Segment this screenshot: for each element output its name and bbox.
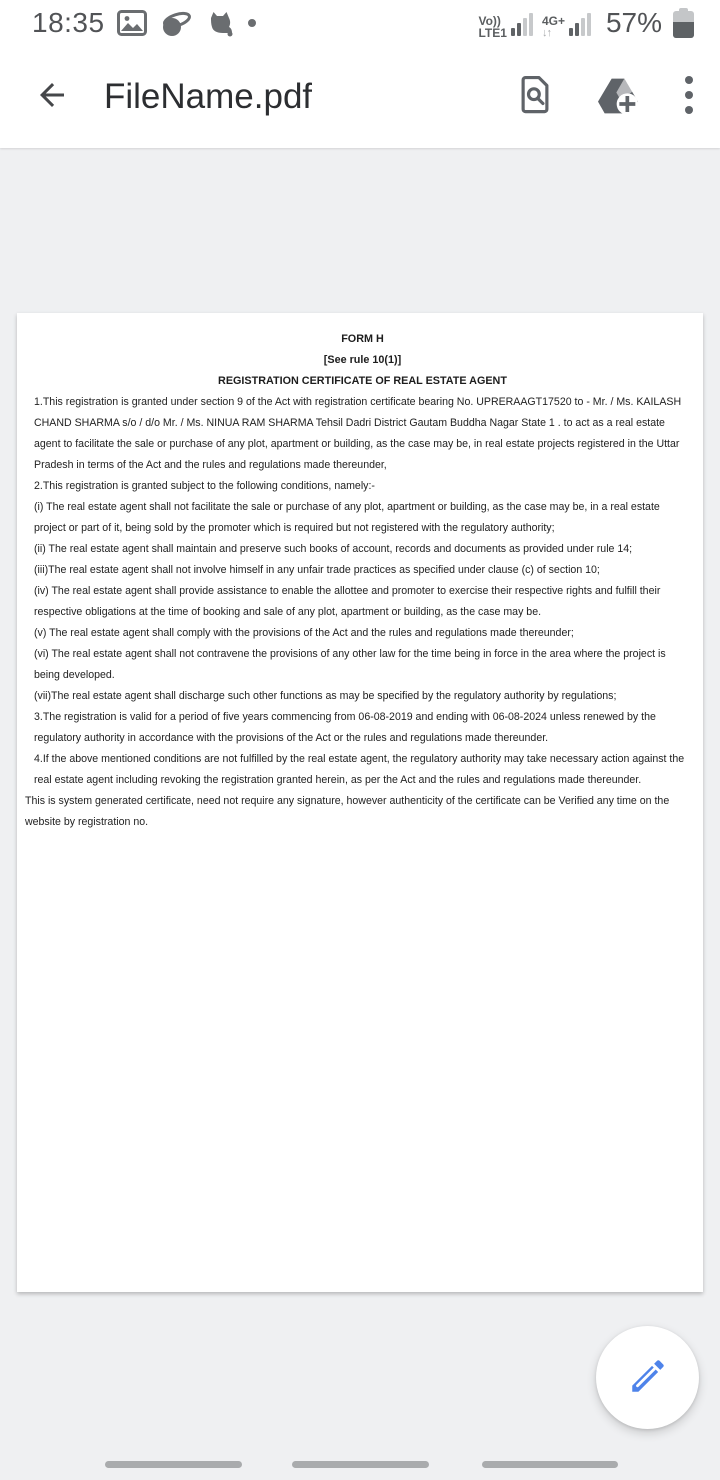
4g-label: 4G+ xyxy=(541,13,565,28)
form-heading: FORM H xyxy=(341,333,384,345)
find-in-document-button[interactable] xyxy=(516,74,554,119)
signal-bars-sim1-icon xyxy=(511,13,533,36)
find-in-document-icon xyxy=(516,74,554,119)
back-button[interactable] xyxy=(30,75,74,119)
document-paragraph: (i) The real estate agent shall not facilitate the sale or purchase of any plot, apartment or building, as the case may be, in a real estate project or part of it, being sold by the promoter which is required but not registered with the regulatory authority; xyxy=(34,501,660,534)
status-bar xyxy=(0,0,720,45)
document-paragraph: (v) The real estate agent shall comply with the provisions of the Act and the rules and regulations made thereunder; xyxy=(34,627,574,639)
document-paragraph: 1.This registration is granted under section 9 of the Act with registration certificate bearing No. UPRERAAGT17520 to - Mr. / Ms. KAILASH CHAND SHARMA s/o / d/o Mr. / Ms. NINUA RAM SHARMA Tehsil Dadri District Gautam Buddha Nagar State 1 . to act as a real estate agent to facilitate the sale or purchase of any plot, apartment or building, as the case may be, in real estate projects registered in the Uttar Pradesh in terms of the Act and the rules and regulations made thereunder, xyxy=(34,396,682,471)
pdf-viewer-canvas[interactable] xyxy=(0,148,720,1480)
document-paragraph: (iv) The real estate agent shall provide assistance to enable the allottee and promoter to exercise their respective rights and fulfill their respective obligations at the time of booking and sale of any plot, apartment or building, as the case may be. xyxy=(34,585,661,618)
gesture-bar-home[interactable] xyxy=(292,1461,429,1468)
header xyxy=(0,0,720,148)
app-notification-icon xyxy=(159,8,193,38)
document-paragraph: (iii)The real estate agent shall not involve himself in any unfair trade practices as specified under clause (c) of section 10; xyxy=(34,564,600,576)
status-bar-left xyxy=(32,7,257,39)
document-title: FileName.pdf xyxy=(104,76,313,116)
clock: 18:35 xyxy=(32,6,105,38)
gallery-notification-icon xyxy=(117,10,147,36)
battery-percent: 57% xyxy=(605,6,662,38)
document-paragraph: 2.This registration is granted subject to the following conditions, namely:- xyxy=(34,480,375,492)
network-volte xyxy=(478,13,532,39)
volte-label: Vo)) xyxy=(478,13,501,28)
document-paragraph: (ii) The real estate agent shall maintain and preserve such books of account, records and documents as provided under rule 14; xyxy=(34,543,633,555)
pdf-page xyxy=(17,313,703,1292)
data-arrows-icon: ↓↑ xyxy=(541,26,551,39)
three-dot-menu-icon xyxy=(682,74,696,119)
status-bar-right xyxy=(478,7,694,39)
rule-heading: [See rule 10(1)] xyxy=(323,354,402,366)
document-paragraph: 3.The registration is valid for a period of five years commencing from 06-08-2019 and ending with 06-08-2024 unless renewed by the regulatory authority in accordance with the provisions of the Act or the rules and regulations made thereunder. xyxy=(34,711,656,744)
drive-add-icon xyxy=(596,75,640,118)
overflow-menu-button[interactable] xyxy=(682,74,696,119)
app-bar-actions xyxy=(516,74,696,119)
back-arrow-icon xyxy=(34,77,70,116)
add-to-drive-button[interactable] xyxy=(596,75,640,118)
edit-fab[interactable] xyxy=(596,1326,699,1429)
more-notifications-dot-icon xyxy=(247,18,257,28)
document-paragraph: (vi) The real estate agent shall not contravene the provisions of any other law for the time being in force in the area where the project is being developed. xyxy=(34,648,666,681)
gesture-bar-back[interactable] xyxy=(482,1461,618,1468)
system-generated-note: This is system generated certificate, need not require any signature, however authenticity of the certificate can be Verified any time on the website by registration no. xyxy=(25,795,670,828)
document-paragraph: (vii)The real estate agent shall discharge such other functions as may be specified by the regulatory authority by regulations; xyxy=(34,690,617,702)
certificate-heading: REGISTRATION CERTIFICATE OF REAL ESTATE AGENT xyxy=(218,375,507,387)
lte-label: LTE1 xyxy=(478,25,507,40)
pet-notification-icon xyxy=(205,8,235,38)
document-paragraph: 4.If the above mentioned conditions are not fulfilled by the real estate agent, the regulatory authority may take necessary action against the real estate agent including revoking the registration granted herein, as per the Act and the rules and regulations made thereunder. xyxy=(34,753,685,786)
pencil-edit-icon xyxy=(627,1355,669,1400)
app-bar xyxy=(0,45,720,148)
network-4g xyxy=(542,13,591,39)
gesture-bar-recents[interactable] xyxy=(105,1461,242,1468)
signal-bars-sim2-icon xyxy=(569,13,591,36)
battery-icon xyxy=(673,8,694,38)
document-body xyxy=(34,392,691,791)
